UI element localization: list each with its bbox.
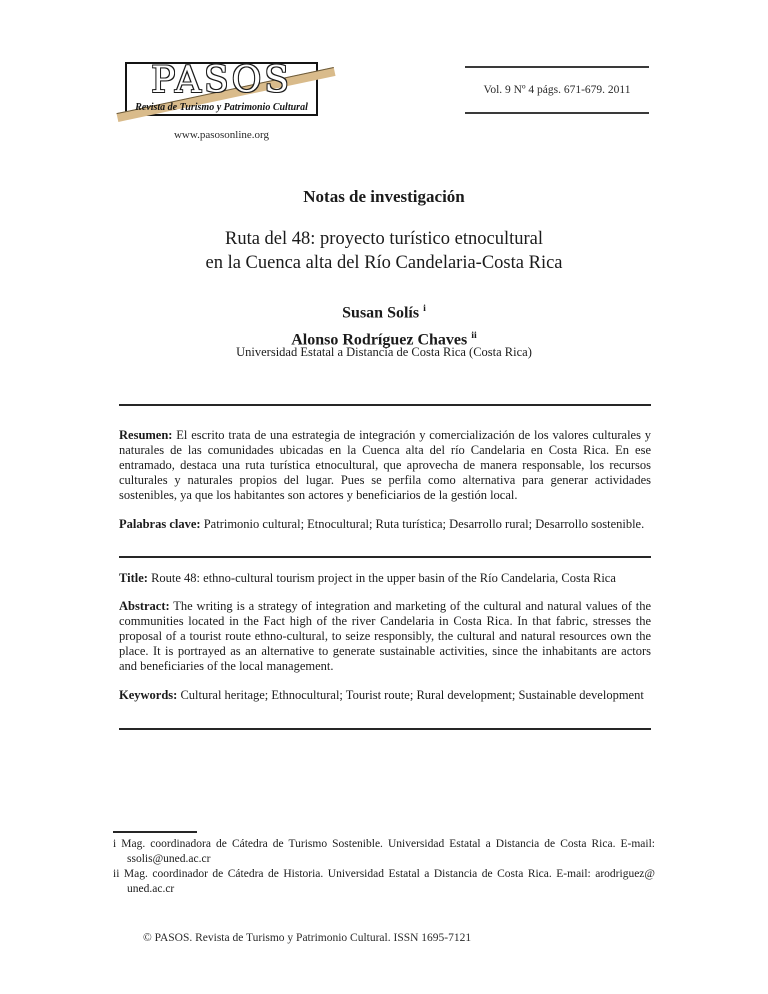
paper-title-line1: Ruta del 48: proyecto turístico etnocultural xyxy=(224,229,543,249)
journal-logo-subtitle: Revista de Turismo y Patrimonio Cultural xyxy=(135,102,308,113)
palabras-clave-text: Patrimonio cultural; Etnocultural; Ruta turística; Desarrollo rural; Desarrollo sostenible. xyxy=(203,517,645,531)
palabras-clave-paragraph xyxy=(119,517,651,532)
footnote-separator-rule xyxy=(113,831,197,833)
author-list xyxy=(0,297,768,352)
paper-title-line2: en la Cuenca alta del Río Candelaria-Costa Rica xyxy=(205,253,563,273)
abstract-label: Abstract: xyxy=(119,599,170,613)
keywords-text: Cultural heritage; Ethnocultural; Tourist route; Rural development; Sustainable development xyxy=(180,688,644,702)
resumen-paragraph xyxy=(119,428,651,503)
author-2-name: Alonso Rodríguez Chaves xyxy=(291,331,468,349)
keywords-paragraph xyxy=(119,688,651,703)
footnote-ii xyxy=(113,867,655,897)
resumen-label: Resumen: xyxy=(119,428,173,442)
volume-info-text: Vol. 9 Nº 4 págs. 671-679. 2011 xyxy=(483,84,631,96)
divider-rule-bottom xyxy=(119,728,651,730)
footnote-ii-marker: ii xyxy=(113,868,120,880)
author-1-name: Susan Solís xyxy=(342,304,420,322)
author-1-footnote-ref: i xyxy=(423,303,426,314)
copyright-line: © PASOS. Revista de Turismo y Patrimonio Cultural. ISSN 1695-7121 xyxy=(143,932,472,944)
author-1 xyxy=(0,297,768,324)
divider-rule-top xyxy=(119,404,651,406)
footnote-i xyxy=(113,837,655,867)
footnote-i-marker: i xyxy=(113,838,117,850)
palabras-clave-label: Palabras clave: xyxy=(119,517,201,531)
paper-title xyxy=(0,227,768,275)
journal-website-url: www.pasosonline.org xyxy=(173,129,270,141)
volume-info-box xyxy=(465,66,649,114)
footnote-list xyxy=(113,837,655,897)
author-affiliation: Universidad Estatal a Distancia de Costa Rica (Costa Rica) xyxy=(236,345,532,359)
abstract-paragraph xyxy=(119,599,651,674)
author-2-footnote-ref: ii xyxy=(471,330,477,342)
keywords-label: Keywords: xyxy=(119,688,178,702)
english-title-text: Route 48: ethno-cultural tourism project in the upper basin of the Río Candelaria, Costa Rica xyxy=(151,571,616,585)
footnote-i-text: Mag. coordinadora de Cátedra de Turismo Sostenible. Universidad Estatal a Distancia de Costa Rica. E-mail: ssolis@uned.ac.cr xyxy=(121,838,656,865)
journal-logo xyxy=(125,62,318,116)
abstract-text: The writing is a strategy of integration and marketing of the cultural and natural values of the communities located in the Fact high of the river Candelaria in Costa Rica. In that fabric, stresses the proposal of a tourist route ethno-cultural, to seize responsibly, the cultural and natural resources own the place. It is portrayed as an alternative to generate sustainable activities, since the inhabitants are actors and beneficiaries of the local management. xyxy=(119,599,651,673)
english-title-label: Title: xyxy=(119,571,148,585)
journal-logo-wordmark: PASOS xyxy=(151,60,292,101)
english-title-paragraph xyxy=(119,571,651,586)
section-label: Notas de investigación xyxy=(303,187,465,206)
footnote-ii-text: Mag. coordinador de Cátedra de Historia. Universidad Estatal a Distancia de Costa Rica. E-mail: arodriguez@ uned.ac.cr xyxy=(123,868,656,895)
divider-rule-middle xyxy=(119,556,651,558)
resumen-text: El escrito trata de una estrategia de integración y comercialización de los valores culturales y naturales de las comunidades ubicadas en la Cuenca alta del río Candelaria en Costa Rica. En ese entramado, destaca una ruta turística etnocultural, que aprovecha de manera responsable, los recursos culturales y naturales propios del lugar. Pues se perfila como alternativa para generar actividades sostenibles, ya que los habitantes son actores y beneficiarios de la gestión local. xyxy=(119,428,652,502)
